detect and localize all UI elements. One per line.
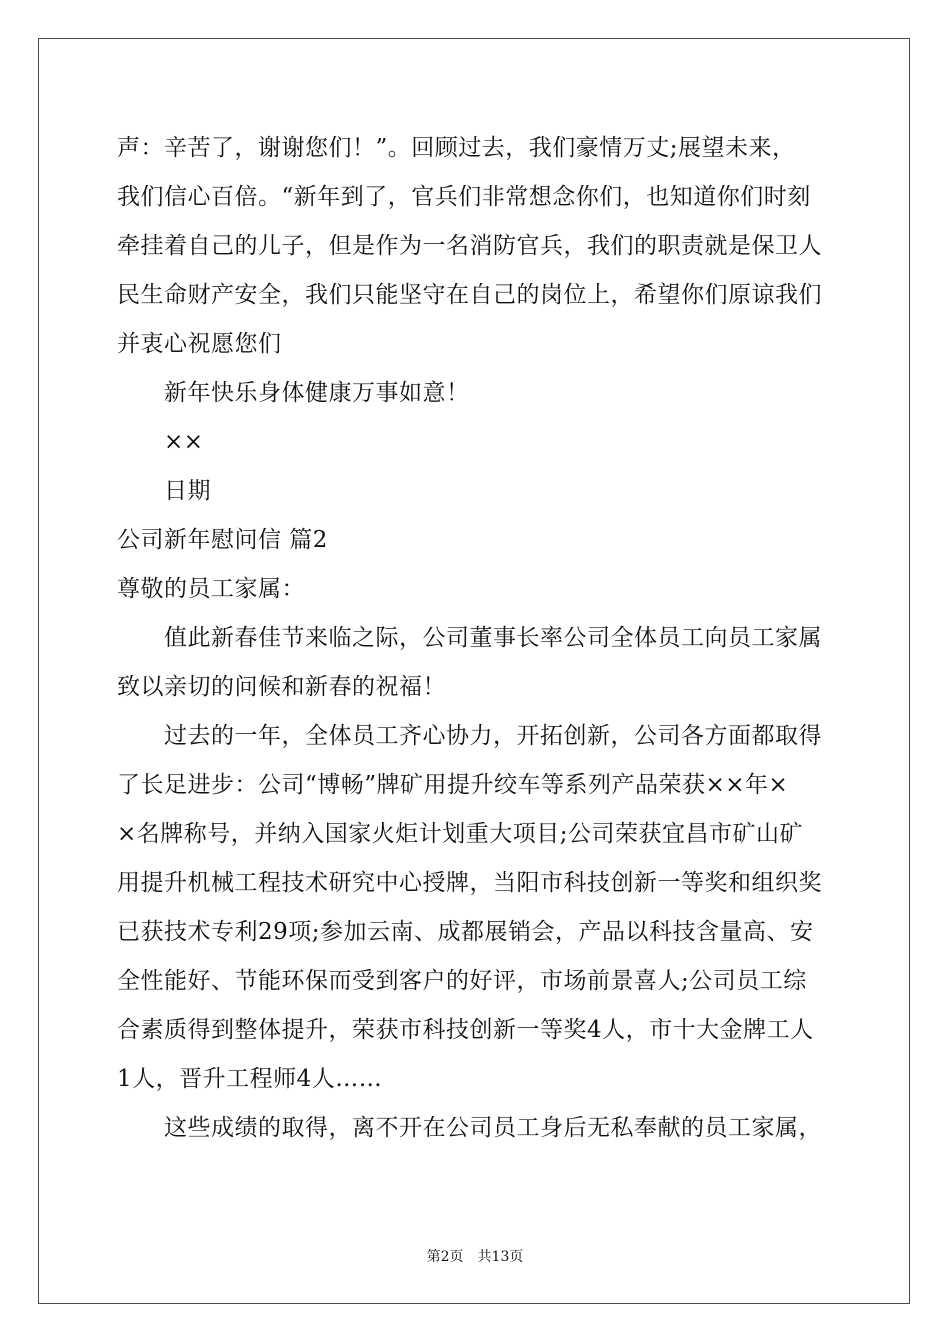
- text-line: 过去的一年，全体员工齐心协力，开拓创新，公司各方面都取得: [164, 723, 822, 749]
- text-line: 已获技术专利29项;参加云南、成都展销会，产品以科技含量高、安: [117, 919, 814, 945]
- text-line: 1人，晋升工程师4人……: [117, 1066, 383, 1092]
- signature-line: ××: [164, 429, 204, 455]
- text-line: 合素质得到整体提升，荣获市科技创新一等奖4人，市十大金牌工人: [117, 1017, 814, 1043]
- text-line: 用提升机械工程技术研究中心授牌，当阳市科技创新一等奖和组织奖: [117, 870, 822, 896]
- text-line: 民生命财产安全，我们只能坚守在自己的岗位上，希望你们原谅我们: [117, 282, 822, 308]
- text-line: 牵挂着自己的儿子，但是作为一名消防官兵，我们的职责就是保卫人: [117, 233, 822, 259]
- text-line: 我们信心百倍。“新年到了，官兵们非常想念你们，也知道你们时刻: [117, 184, 811, 210]
- text-line: 全性能好、节能环保而受到客户的好评，市场前景喜人;公司员工综: [117, 968, 807, 994]
- page-number: 第2页: [426, 1249, 464, 1265]
- text-line: ×名牌称号，并纳入国家火炬计划重大项目;公司荣获宜昌市矿山矿: [117, 821, 804, 847]
- text-line: 这些成绩的取得，离不开在公司员工身后无私奉献的员工家属，: [164, 1115, 822, 1141]
- greeting-line: 新年快乐身体健康万事如意！: [164, 380, 470, 406]
- page-footer: [0, 1247, 950, 1267]
- text-line: 了长足进步：公司“博畅”牌矿用提升绞车等系列产品荣获××年×: [117, 772, 789, 798]
- page-total: 共13页: [477, 1249, 524, 1265]
- section-title: 公司新年慰问信 篇2: [117, 527, 328, 553]
- document-body: [117, 124, 835, 1153]
- text-line: 致以亲切的问候和新春的祝福！: [117, 674, 446, 700]
- salutation: 尊敬的员工家属：: [117, 576, 305, 602]
- text-line: 值此新春佳节来临之际，公司董事长率公司全体员工向员工家属: [164, 625, 822, 651]
- text-line: 并衷心祝愿您们: [117, 331, 282, 357]
- date-line: 日期: [164, 478, 211, 504]
- text-line: 声：辛苦了，谢谢您们！”。回顾过去，我们豪情万丈;展望未来，: [117, 135, 796, 161]
